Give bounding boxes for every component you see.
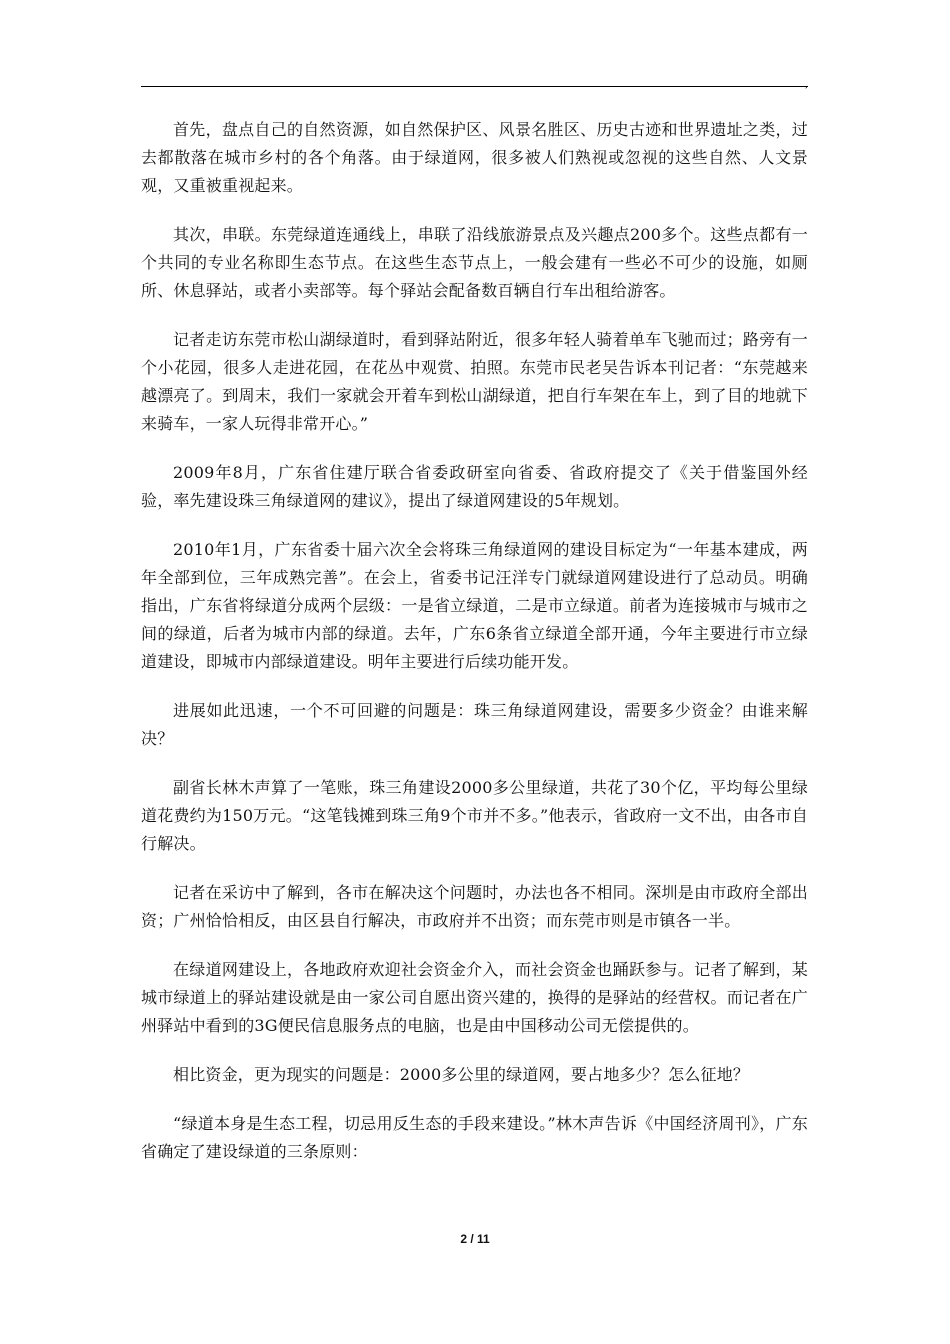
paragraph: 在绿道网建设上，各地政府欢迎社会资金介入，而社会资金也踊跃参与。记者了解到，某城市绿道上的驿站建设就是由一家公司自愿出资兴建的，换得的是驿站的经营权。而记者在广州驿站中看到的3G便民信息服务点的电脑，也是由中国移动公司无偿提供的。 <box>141 960 808 1035</box>
paragraph: 相比资金，更为现实的问题是：2000多公里的绿道网，要占地多少？怎么征地？ <box>173 1065 750 1084</box>
paragraph: 2009年8月，广东省住建厅联合省委政研室向省委、省政府提交了《关于借鉴国外经验，率先建设珠三角绿道网的建议》，提出了绿道网建设的5年规划。 <box>141 463 808 510</box>
header-rule <box>141 86 808 87</box>
paragraph: 2010年1月，广东省委十届六次全会将珠三角绿道网的建设目标定为“一年基本建成，两年全部到位，三年成熟完善”。在会上，省委书记汪洋专门就绿道网建设进行了总动员。明确指出，广东省将绿道分成两个层级：一是省立绿道，二是市立绿道。前者为连接城市与城市之间的绿道，后者为城市内部的绿道。去年，广东6条省立绿道全部开通，今年主要进行市立绿道建设，即城市内部绿道建设。明年主要进行后续功能开发。 <box>141 540 808 671</box>
paragraph: 其次，串联。东莞绿道连通线上，串联了沿线旅游景点及兴趣点200多个。这些点都有一个共同的专业名称即生态节点。在这些生态节点上，一般会建有一些必不可少的设施，如厕所、休息驿站，或者小卖部等。每个驿站会配备数百辆自行车出租给游客。 <box>141 225 808 300</box>
paragraph: 进展如此迅速，一个不可回避的问题是：珠三角绿道网建设，需要多少资金？由谁来解决？ <box>141 701 808 748</box>
paragraph: 记者走访东莞市松山湖绿道时，看到驿站附近，很多年轻人骑着单车飞驰而过；路旁有一个小花园，很多人走进花园，在花丛中观赏、拍照。东莞市民老吴告诉本刊记者：“东莞越来越漂亮了。到周末，我们一家就会开着车到松山湖绿道，把自行车架在车上，到了目的地就下来骑车，一家人玩得非常开心。” <box>141 330 808 433</box>
paragraph: 副省长林木声算了一笔账，珠三角建设2000多公里绿道，共花了30个亿，平均每公里绿道花费约为150万元。“这笔钱摊到珠三角9个市并不多。”他表示，省政府一文不出，由各市自行解决。 <box>141 778 808 853</box>
paragraph: 记者在采访中了解到，各市在解决这个问题时，办法也各不相同。深圳是由市政府全部出资；广州恰恰相反，由区县自行解决，市政府并不出资；而东莞市则是市镇各一半。 <box>141 883 808 930</box>
page-number: 2 / 11 <box>460 1232 490 1246</box>
header-mark: , <box>805 79 809 90</box>
paragraph: “绿道本身是生态工程，切忌用反生态的手段来建设。”林木声告诉《中国经济周刊》，广东省确定了建设绿道的三条原则： <box>141 1114 808 1161</box>
article-body <box>141 116 808 1187</box>
paragraph: 首先，盘点自己的自然资源，如自然保护区、风景名胜区、历史古迹和世界遗址之类，过去都散落在城市乡村的各个角落。由于绿道网，很多被人们熟视或忽视的这些自然、人文景观，又重被重视起来。 <box>141 120 808 195</box>
